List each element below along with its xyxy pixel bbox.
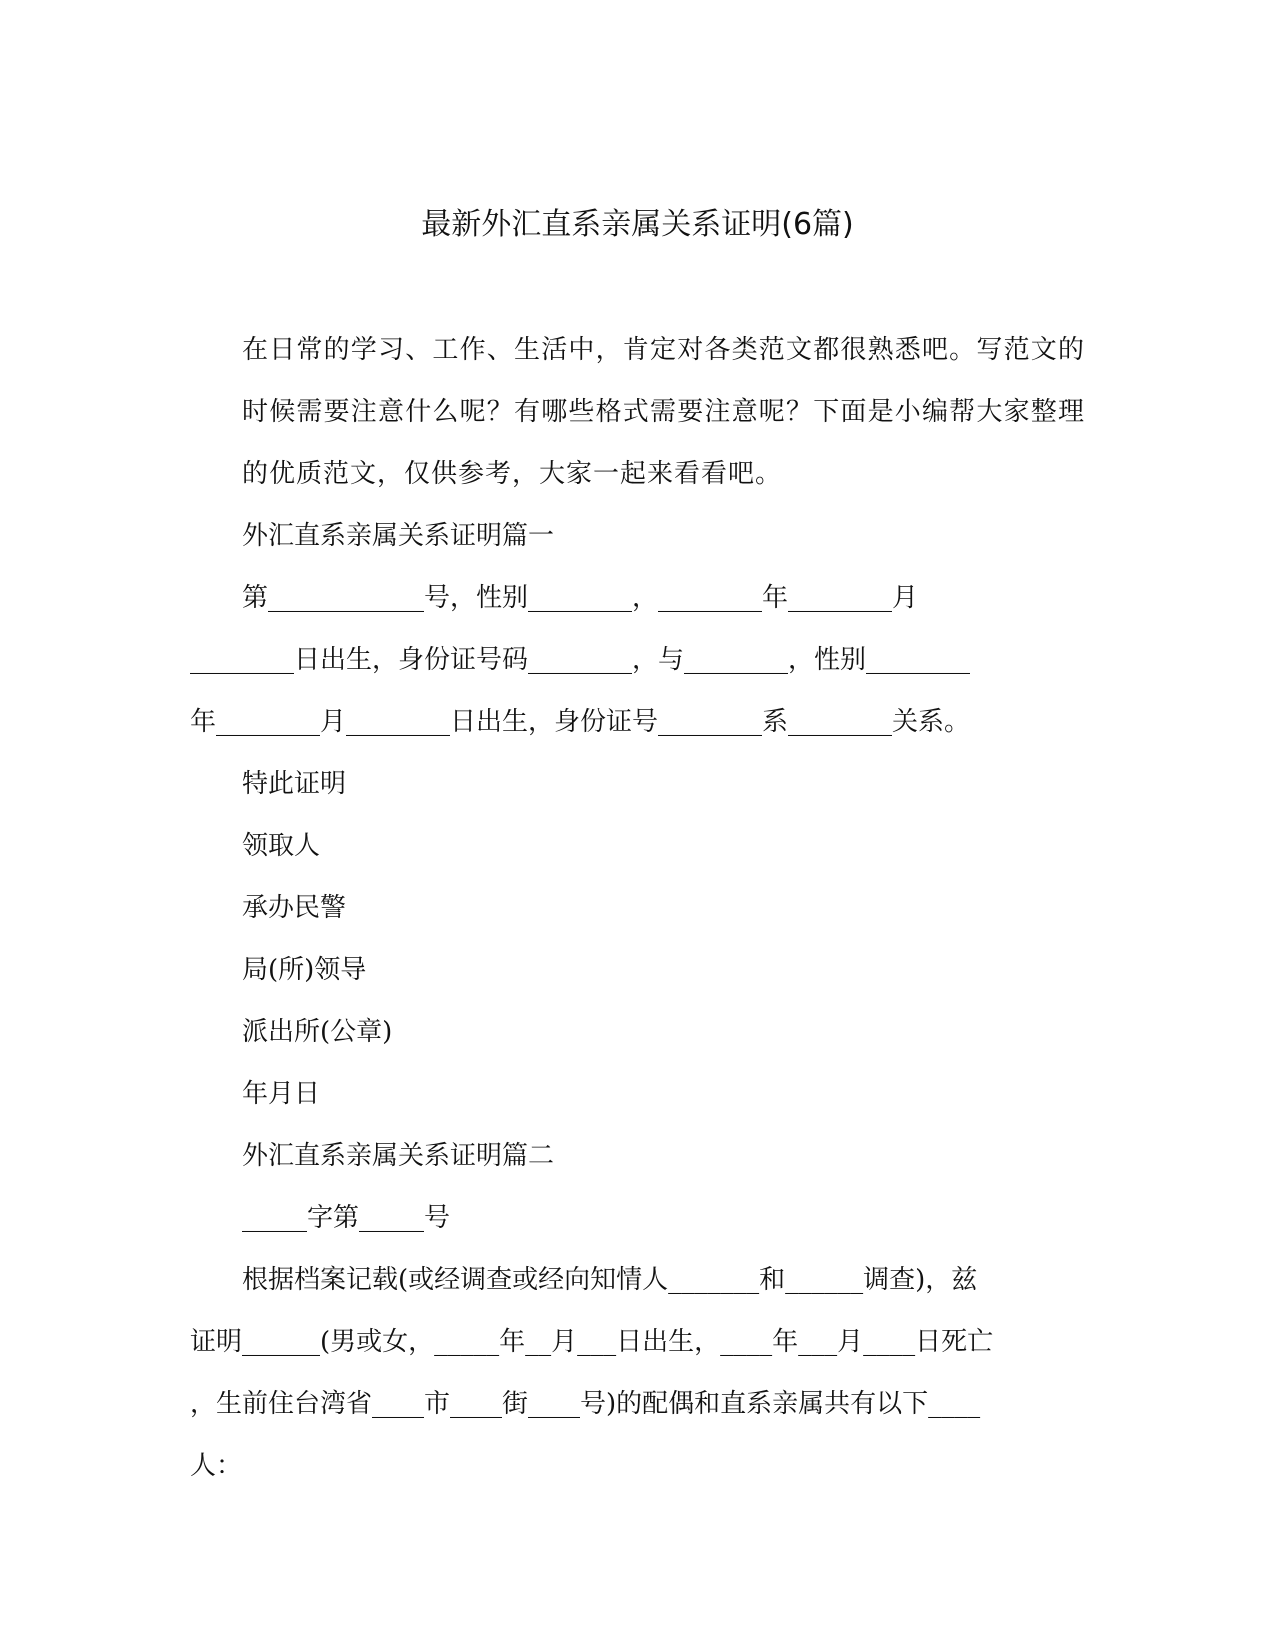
form-line: 年________月________日出生，身份证号________系________关系。 <box>190 707 971 737</box>
closing-item: 特此证明 <box>242 769 347 799</box>
signature-item: 领取人 <box>242 831 321 861</box>
intro-paragraph: 在日常的学习、工作、生活中，肯定对各类范文都很熟悉吧。写范文的时候需要注意什么呢？有哪些格式需要注意呢？下面是小编帮大家整理的优质范文，仅供参考，大家一起来看看吧。 <box>242 335 1085 489</box>
section-heading: 外汇直系亲属关系证明篇一 <box>242 521 555 551</box>
signature-item: 承办民警 <box>242 893 347 923</box>
form-line: ，生前住台湾省____市____街____号)的配偶和直系亲属共有以下____ <box>190 1389 981 1419</box>
form-line: ________日出生，身份证号码________，与________，性别________ <box>190 645 971 675</box>
form-line: 第____________号，性别________，________年________月 <box>242 583 919 613</box>
form-line: 证明______(男或女，_____年__月___日出生，____年___月____日死亡 <box>190 1327 994 1357</box>
reference-line: _____字第_____号 <box>242 1203 451 1233</box>
form-line: 根据档案记载(或经调查或经向知情人_______和______调查)，兹 <box>242 1265 978 1295</box>
form-line: 人： <box>190 1451 243 1481</box>
date-item: 年月日 <box>242 1079 321 1109</box>
document-body <box>190 319 1085 1497</box>
section-heading: 外汇直系亲属关系证明篇二 <box>242 1141 555 1171</box>
signature-item: 局(所)领导 <box>242 955 367 985</box>
document-title: 最新外汇直系亲属关系证明(6篇) <box>421 207 854 242</box>
seal-item: 派出所(公章) <box>242 1017 393 1047</box>
